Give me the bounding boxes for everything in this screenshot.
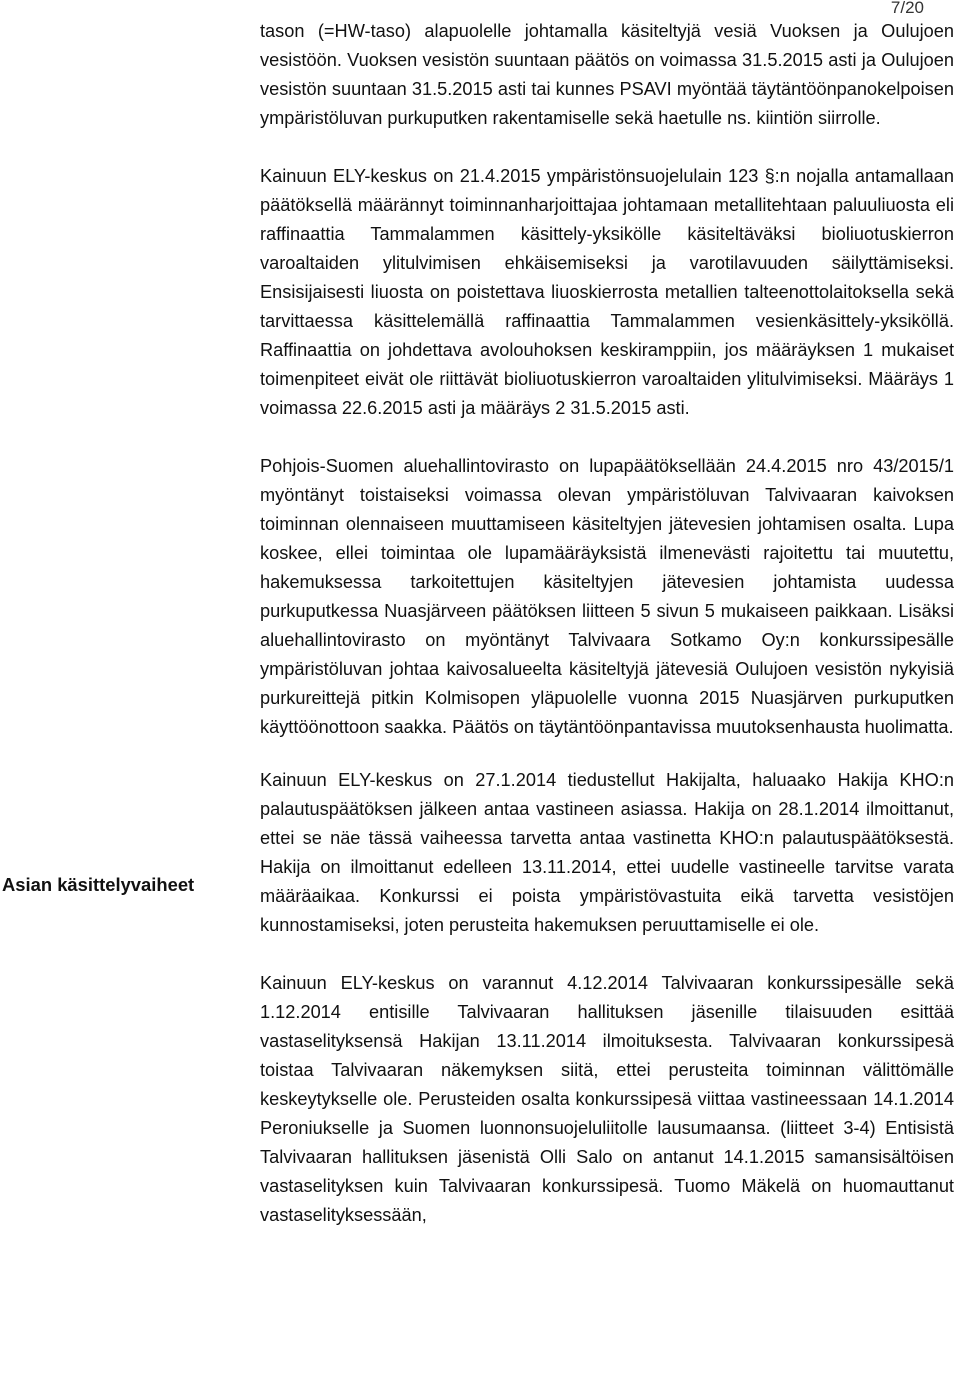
document-body: [260, 17, 954, 1230]
paragraph-processing-stages: Kainuun ELY-keskus on 27.1.2014 tiedustellut Hakijalta, haluaako Hakija KHO:n palautuspäätöksen jälkeen antaa vastineen asiassa. Hakija on 28.1.2014 ilmoittanut, ettei se näe tässä vaiheessa tarvetta antaa vastinetta KHO:n palautuspäätöksestä. Hakija on ilmoittanut edelleen 13.11.2014, ettei uudelle vastineelle tarvitse varata määräaikaa. Konkurssi ei poista ympäristövastuita eikä tarvetta vesistöjen kunnostamiseksi, joten perusteita hakemuksen peruuttamiselle ei ole.: [260, 770, 954, 935]
paragraph-avi-permit: Pohjois-Suomen aluehallintovirasto on lupapäätöksellään 24.4.2015 nro 43/2015/1 myöntänyt toistaiseksi voimassa olevan ympäristöluvan Talvivaaran kaivoksen toiminnan olennaiseen muuttamiseen käsiteltyjen jätevesien johtamisen osalta. Lupa koskee, ellei toimintaa ole lupamääräyksistä ilmenevästi rajoitettu tai muutettu, hakemuksessa tarkoitettujen käsiteltyjen jätevesien johtamista uudessa purkuputkessa Nuasjärveen päätöksen liitteen 5 sivun 5 mukaiseen paikkaan. Lisäksi aluehallintovirasto on myöntänyt Talvivaara Sotkamo Oy:n konkurssipesälle ympäristöluvan johtaa kaivosalueelta käsiteltyjä jätevesiä Oulujoen vesistön nykyisiä purkureittejä pitkin Kolmisopen yläpuolelle vuonna 2015 Nuasjärven purkuputken käyttöönottoon saakka. Päätös on täytäntöönpantavissa muutoksenhausta huolimatta.: [260, 456, 954, 737]
section-label: Asian käsittelyvaiheet: [2, 874, 195, 895]
paragraph-decision-validity: tason (=HW-taso) alapuolelle johtamalla käsiteltyjä vesiä Vuoksen ja Oulujoen vesistöön. Vuoksen vesistön suuntaan päätös on voimassa 31.5.2015 asti ja Oulujoen vesistön suuntaan 31.5.2015 asti tai kunnes PSAVI myöntää täytäntöönpanokelpoisen ympäristöluvan purkuputken rakentamiselle sekä haetulle ns. kiintiön siirrolle.: [260, 21, 954, 128]
paragraph-ely-order: Kainuun ELY-keskus on 21.4.2015 ympäristönsuojelulain 123 §:n nojalla antamallaan päätöksellä määrännyt toiminnanharjoittajaa johtamaan metallitehtaan paluuliuosta eli raffinaattia Tammalammen käsittely-yksikölle käsiteltäväksi bioliuotuskierron varoaltaiden ylitulvimisen ehkäisemiseksi ja varotilavuuden säilyttämiseksi. Ensisijaisesti liuosta on poistettava liuoskierrosta metallien talteenottolaitoksella sekä tarvittaessa käsittelemällä raffinaattia Tammalammen vesienkäsittely-yksiköllä. Raffinaattia on johdettava avolouhoksen keskiramppiin, jos määräyksen 1 mukaiset toimenpiteet eivät ole riittävät bioliuotuskierron varoaltaiden ylitulvimiseksi. Määräys 1 voimassa 22.6.2015 asti ja määräys 2 31.5.2015 asti.: [260, 166, 954, 418]
page-number: 7/20: [890, 0, 924, 17]
paragraph-counter-statements: Kainuun ELY-keskus on varannut 4.12.2014 Talvivaaran konkurssipesälle sekä 1.12.2014 entisille Talvivaaran hallituksen jäsenille tilaisuuden esittää vastaselityksensä Hakijan 13.11.2014 ilmoituksesta. Talvivaaran konkurssipesä toistaa Talvivaaran näkemyksen siitä, ettei perusteita toiminnan välittömälle keskeytykselle ole. Perusteiden osalta konkurssipesä viittaa vastineessaan 14.1.2014 Peroniukselle ja Suomen luonnonsuojeluliitolle lausumaansa. (liitteet 3-4) Entisistä Talvivaaran hallituksen jäsenistä Olli Salo on antanut 14.1.2015 samansisältöisen vastaselityksen kuin Talvivaaran konkurssipesä. Tuomo Mäkelä on huomauttanut vastaselityksessään,: [260, 973, 954, 1225]
